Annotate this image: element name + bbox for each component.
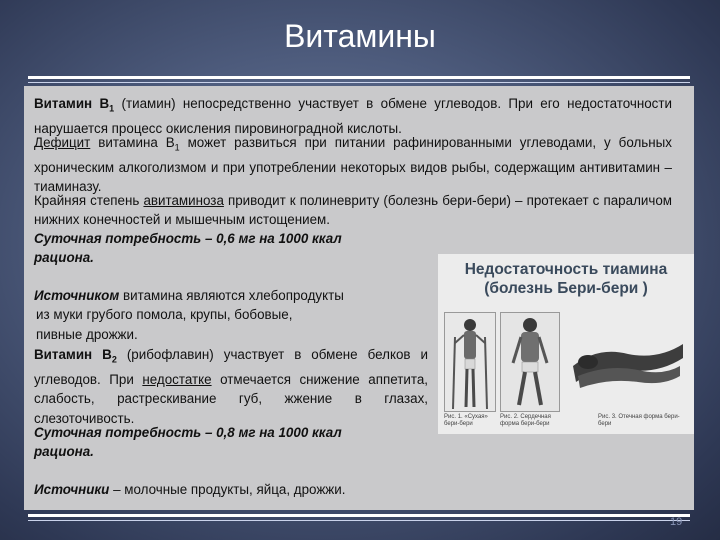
bottom-divider <box>28 514 690 517</box>
photo-dry-beriberi <box>444 312 496 427</box>
b2-source-paragraph: Источники – молочные продукты, яйца, дрожжи. <box>34 482 346 497</box>
photo-cardiac-beriberi <box>500 312 560 427</box>
page-number: 19 <box>670 516 683 528</box>
caption-1: Рис. 1. «Сухая» бери-бери <box>444 414 488 427</box>
b2-daily-need: Суточная потребность – 0,8 мг на 1000 ккал рациона. <box>34 425 342 460</box>
bottom-divider-thin <box>28 520 690 521</box>
b1-deficit-paragraph: Дефицит витамина $В_1$ может развиться при питании рафинированными углеводами, у больных хроническим алкоголизмом и при употреблении некоторых видов рыбы, содержащим антивитамин – тиаминазу. <box>34 134 672 194</box>
b2-source-word: Источники <box>34 482 110 497</box>
b2-paragraph: Витамин $В_2$ (рибофлавин) участвует в обмене белков и углеводов. При недостатке отмечается снижение аппетита, слабость, растрескивание губ, жжение в глазах, слезоточивость. <box>34 347 428 426</box>
caption-2: Рис. 2. Сердечная форма бери-бери <box>500 414 551 427</box>
beriberi-figure <box>438 254 694 434</box>
photo-edematous-beriberi <box>568 312 688 427</box>
b2-name: Витамин $В_2$ <box>34 347 117 365</box>
top-divider-thin <box>28 82 690 83</box>
b1-source-paragraph: Источником витамина являются хлебопродукты из муки грубого помола, крупы, бобовые, пивные дрожжи. <box>34 288 344 342</box>
slide-title: Витамины <box>284 18 436 54</box>
b2-deficit-word: недостатке <box>142 371 212 387</box>
b1-daily-need: Суточная потребность – 0,6 мг на 1000 ккал рациона. <box>34 230 342 266</box>
b1-avitaminosis-word: авитаминоза <box>143 192 224 208</box>
top-divider <box>28 76 690 79</box>
figure-title: Недостаточность тиамина (болезнь Бери-бери ) <box>464 261 668 297</box>
b1-source-word: Источником <box>34 288 120 303</box>
b1-description: (тиамин) непосредственно участвует в обмене углеводов. При его недостаточности нарушается процесс окисления пировиноградной кислоты. <box>34 96 672 136</box>
b1-avitaminosis-paragraph: Крайняя степень авитаминоза приводит к полиневриту (болезнь бери-бери) – протекает с параличом нижних конечностей и мышечным истощением. <box>34 192 672 227</box>
b1-name: Витамин $В_1$ <box>34 96 115 114</box>
b1-deficit-word: Дефицит <box>34 134 91 150</box>
caption-3: Рис. 3. Отечная форма бери-бери <box>598 414 680 427</box>
